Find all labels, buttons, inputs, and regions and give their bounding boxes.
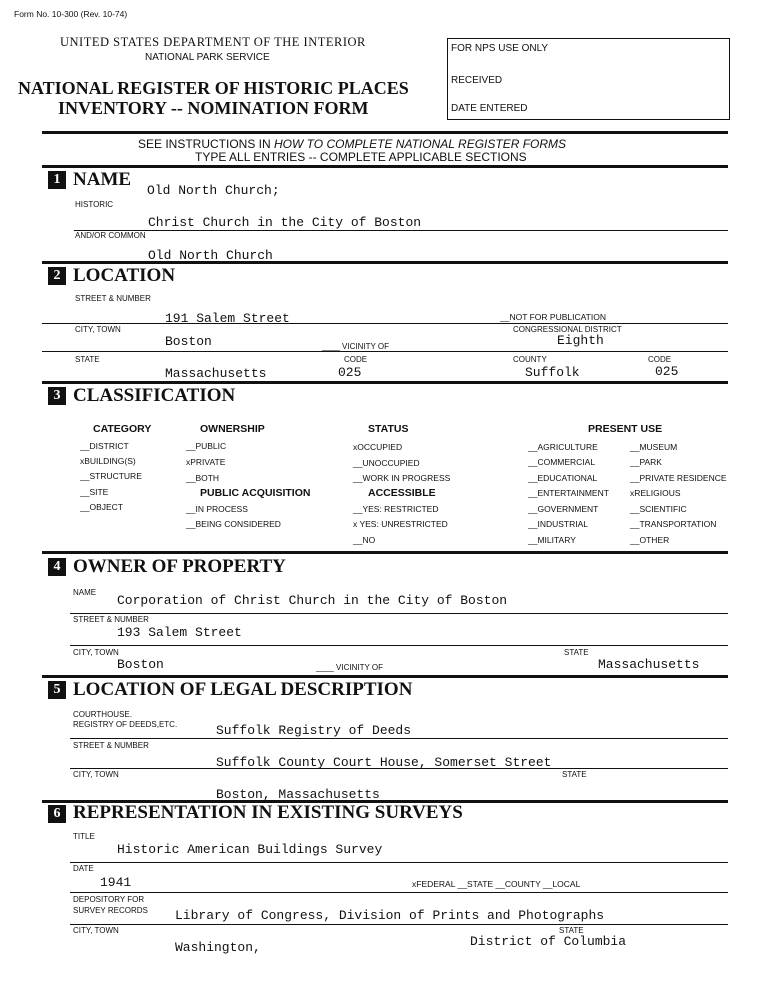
depository-label: DEPOSITORY FOR (73, 895, 145, 904)
survey-state-value: District of Columbia (470, 934, 627, 949)
state-label: STATE (564, 648, 589, 657)
present-use-heading: PRESENT USE (588, 423, 663, 435)
section-title-name: NAME (73, 169, 132, 190)
present-use-option: __OTHER (630, 535, 670, 545)
category-option: __STRUCTURE (80, 471, 142, 481)
present-use-option: __EDUCATIONAL (528, 473, 598, 483)
ownership-heading: OWNERSHIP (200, 423, 265, 435)
field-line (70, 645, 728, 646)
survey-title-value: Historic American Buildings Survey (117, 842, 383, 857)
instructions-line1 (138, 137, 566, 151)
not-for-publication: __NOT FOR PUBLICATION (500, 312, 606, 322)
section-number-5: 5 (48, 681, 66, 699)
accessible-option: x YES: UNRESTRICTED (353, 519, 448, 529)
present-use-option: __SCIENTIFIC (630, 504, 687, 514)
field-line (70, 613, 728, 614)
status-option: __WORK IN PROGRESS (353, 473, 451, 483)
field-line (70, 768, 728, 769)
status-option: xOCCUPIED (353, 442, 403, 452)
section-number-6: 6 (48, 805, 66, 823)
owner-name-label: NAME (73, 588, 97, 597)
section-title-surveys: REPRESENTATION IN EXISTING SURVEYS (73, 802, 463, 823)
received-label: RECEIVED (451, 75, 503, 86)
field-line (74, 230, 728, 231)
present-use-option: __AGRICULTURE (528, 442, 598, 452)
state-label: STATE (75, 355, 100, 364)
department-name: UNITED STATES DEPARTMENT OF THE INTERIOR (60, 35, 366, 49)
vicinity-of-label: ____ VICINITY OF (316, 663, 383, 672)
owner-state-value: Massachusetts (598, 657, 700, 672)
survey-records-label: SURVEY RECORDS (73, 906, 148, 915)
code-label-2: CODE (648, 355, 672, 364)
category-option: __SITE (80, 487, 109, 497)
city-town-label: CITY, TOWN (73, 648, 119, 657)
vicinity-of-label: ____ VICINITY OF (322, 342, 389, 351)
status-heading: STATUS (368, 423, 409, 435)
legal-street-value: Suffolk County Court House, Somerset Street (216, 755, 552, 770)
section-title-legal-description: LOCATION OF LEGAL DESCRIPTION (73, 679, 413, 700)
accessible-option: __NO (353, 535, 376, 545)
instructions-text: SEE INSTRUCTIONS IN (138, 137, 275, 151)
common-name-value: Christ Church in the City of Boston (148, 215, 422, 230)
nps-use-only-label: FOR NPS USE ONLY (451, 43, 549, 54)
owner-city-value: Boston (117, 657, 164, 672)
instructions-line2: TYPE ALL ENTRIES -- COMPLETE APPLICABLE SECTIONS (195, 150, 527, 164)
present-use-option: __COMMERCIAL (528, 457, 596, 467)
street-number-label: STREET & NUMBER (75, 294, 151, 303)
county-value: Suffolk (525, 365, 580, 380)
common-label: AND/OR COMMON (75, 231, 146, 240)
street-number-label: STREET & NUMBER (73, 741, 149, 750)
survey-city-value: Washington, (175, 940, 261, 955)
ownership-option: __PUBLIC (186, 441, 227, 451)
present-use-option: __MILITARY (528, 535, 576, 545)
category-option: xBUILDING(S) (80, 456, 136, 466)
ownership-option: xPRIVATE (186, 457, 226, 467)
registry-value: Suffolk Registry of Deeds (216, 723, 412, 738)
present-use-option: __TRANSPORTATION (630, 519, 717, 529)
owner-street-value: 193 Salem Street (117, 625, 242, 640)
status-option: __UNOCCUPIED (353, 458, 420, 468)
field-line (70, 892, 728, 893)
field-line (42, 323, 728, 324)
present-use-option: __MUSEUM (630, 442, 678, 452)
county-code-value: 025 (655, 364, 679, 379)
service-name: NATIONAL PARK SERVICE (145, 52, 270, 63)
section-divider (42, 381, 728, 384)
present-use-option: __ENTERTAINMENT (528, 488, 609, 498)
street-number-label: STREET & NUMBER (73, 615, 149, 624)
acquisition-option: __IN PROCESS (186, 504, 248, 514)
section-divider (42, 165, 728, 168)
field-line (70, 924, 728, 925)
section-title-classification: CLASSIFICATION (73, 385, 236, 406)
field-line (42, 351, 728, 352)
date-label: DATE (73, 864, 94, 873)
state-label: STATE (559, 926, 584, 935)
city-town-label: CITY, TOWN (75, 325, 121, 334)
street-value: 191 Salem Street (165, 311, 290, 326)
section-divider (42, 675, 728, 678)
instructions-book-title: HOW TO COMPLETE NATIONAL REGISTER FORMS (274, 137, 567, 151)
field-line (70, 738, 728, 739)
section-number-2: 2 (48, 267, 66, 285)
public-acquisition-heading: PUBLIC ACQUISITION (200, 487, 311, 499)
state-value: Massachusetts (165, 366, 267, 381)
section-title-owner: OWNER OF PROPERTY (73, 556, 286, 577)
divider (42, 131, 728, 134)
present-use-option: __GOVERNMENT (528, 504, 599, 514)
common-name-value-2: Old North Church (148, 248, 273, 263)
city-town-label: CITY, TOWN (73, 926, 119, 935)
category-option: __DISTRICT (80, 441, 129, 451)
form-number: Form No. 10-300 (Rev. 10-74) (14, 9, 128, 19)
historic-name-value: Old North Church; (147, 183, 280, 198)
code-label: CODE (344, 355, 368, 364)
county-label: COUNTY (513, 355, 547, 364)
state-label: STATE (562, 770, 587, 779)
registry-label: REGISTRY OF DEEDS,ETC. (73, 720, 178, 729)
accessible-heading: ACCESSIBLE (368, 487, 436, 499)
field-line (70, 862, 728, 863)
acquisition-option: __BEING CONSIDERED (186, 519, 281, 529)
ownership-option: __BOTH (186, 473, 220, 483)
city-town-label: CITY, TOWN (73, 770, 119, 779)
date-entered-label: DATE ENTERED (451, 103, 528, 114)
city-value: Boston (165, 334, 212, 349)
present-use-option: __PARK (630, 457, 662, 467)
depository-value: Library of Congress, Division of Prints and Photographs (175, 908, 605, 923)
survey-date-value: 1941 (100, 875, 132, 890)
section-number-4: 4 (48, 558, 66, 576)
survey-title-label: TITLE (73, 832, 95, 841)
nps-use-box (447, 38, 730, 120)
legal-city-value: Boston, Massachusetts (216, 787, 380, 802)
section-number-1: 1 (48, 171, 66, 189)
section-title-location: LOCATION (73, 265, 176, 286)
courthouse-label: COURTHOUSE. (73, 710, 132, 719)
present-use-option: xRELIGIOUS (630, 488, 681, 498)
category-option: __OBJECT (80, 502, 123, 512)
form-title-line2: INVENTORY -- NOMINATION FORM (58, 98, 369, 118)
present-use-option: __INDUSTRIAL (528, 519, 588, 529)
section-divider (42, 261, 728, 264)
survey-level-options: xFEDERAL __STATE __COUNTY __LOCAL (412, 879, 581, 889)
category-heading: CATEGORY (93, 423, 152, 435)
section-number-3: 3 (48, 387, 66, 405)
present-use-option: __PRIVATE RESIDENCE (630, 473, 727, 483)
congressional-district-value: Eighth (557, 333, 604, 348)
form-title-line1: NATIONAL REGISTER OF HISTORIC PLACES (18, 78, 409, 98)
owner-name-value: Corporation of Christ Church in the City of Boston (117, 593, 508, 608)
congressional-district-label: CONGRESSIONAL DISTRICT (513, 325, 622, 334)
section-divider (42, 551, 728, 554)
code-value: 025 (338, 365, 362, 380)
accessible-option: __YES: RESTRICTED (353, 504, 439, 514)
historic-label: HISTORIC (75, 200, 114, 209)
